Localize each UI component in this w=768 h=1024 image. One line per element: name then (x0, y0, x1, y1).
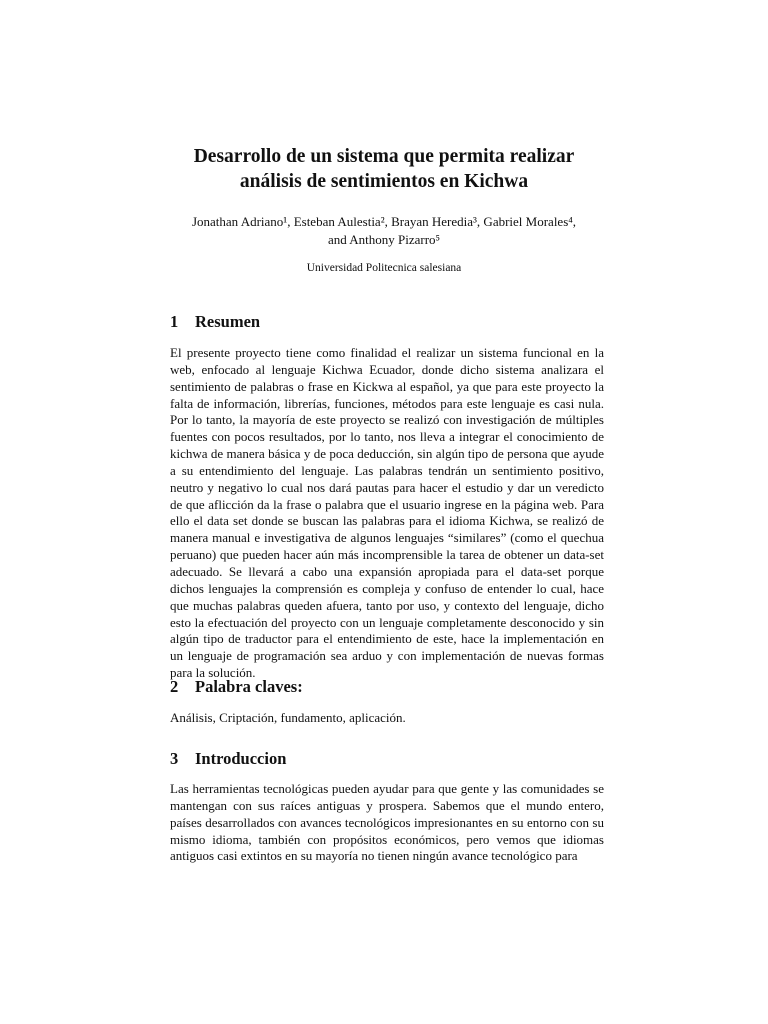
title-line-2: análisis de sentimientos en Kichwa (239, 171, 529, 192)
section-title: Palabra claves: (195, 677, 303, 696)
section-heading-keywords (170, 677, 610, 697)
author-list (150, 213, 618, 249)
title-line-1: Desarrollo de un sistema que permita realizar (193, 146, 575, 167)
section-heading-introduccion (170, 749, 610, 769)
affiliation: Universidad Politecnica salesiana (306, 262, 462, 274)
section-number: 1 (170, 312, 179, 331)
section-number: 3 (170, 749, 179, 768)
abstract-paragraph: El presente proyecto tiene como finalidad el realizar un sistema funcional en la web, enfocado al lenguaje Kichwa Ecuador, donde dicho sistema analizara el sentimiento de palabras o frase en Kickwa al español, ya que para este proyecto la falta de información, librerías, funciones, métodos para este lenguaje es casi nula. Por lo tanto, la mayoría de este proyecto se realizó con investigación de múltiples fuentes con pocos resultados, por lo tanto, nos lleva a integrar el conocimiento de kichwa de manera básica y de poca deducción, sin algún tipo de persona que ayude a su entendimiento del lenguaje. Las palabras tendrán un sentimiento positivo, neutro y negativo lo cual nos dará pautas para hacer el estudio y dar un veredicto de que aflicción da la frase o palabra que el usuario ingrese en la página web. Para ello el data set donde se buscan las palabras para el idioma Kichwa, se realizó de manera manual e investigativa de algunos lenguajes “similares” (como el quechua peruano) que pueden hacer aún más incomprensible la tarea de obtener un data-set adecuado. Se llevará a cabo una expansión apropiada para el data-set porque dichos lenguajes la comprensión es compleja y confuso de entender lo cual, hace que muchas palabras queden afuera, tanto por uso, y contexto del lenguaje, dicho esto la efectuación del proyecto con un lenguaje completamente desconocido y sin algún tipo de traductor para el entendimiento de este, hace la implementación en un lenguaje de programación sea arduo y con implementación de nuevas formas para la solución. (170, 345, 604, 681)
authors-line-1: Jonathan Adriano¹, Esteban Aulestia², Brayan Heredia³, Gabriel Morales⁴, (191, 214, 577, 229)
introduction-paragraph: Las herramientas tecnológicas pueden ayudar para que gente y las comunidades se mantengan con sus raíces antiguas y prospera. Sabemos que el mundo entero, países desarrollados con avances tecnológicos impresionantes en su entorno con su mismo idioma, también con propósitos económicos, pero vemos que idiomas antiguos casi extintos en su mayoría no tienen ningún avance tecnológico para (170, 781, 604, 864)
section-title: Resumen (195, 312, 261, 331)
section-title: Introduccion (195, 749, 287, 768)
section-number: 2 (170, 677, 179, 696)
paper-title (150, 144, 618, 194)
authors-line-2: and Anthony Pizarro⁵ (327, 232, 441, 247)
keywords-paragraph: Análisis, Criptación, fundamento, aplicación. (170, 710, 406, 725)
section-heading-resumen (170, 312, 610, 332)
